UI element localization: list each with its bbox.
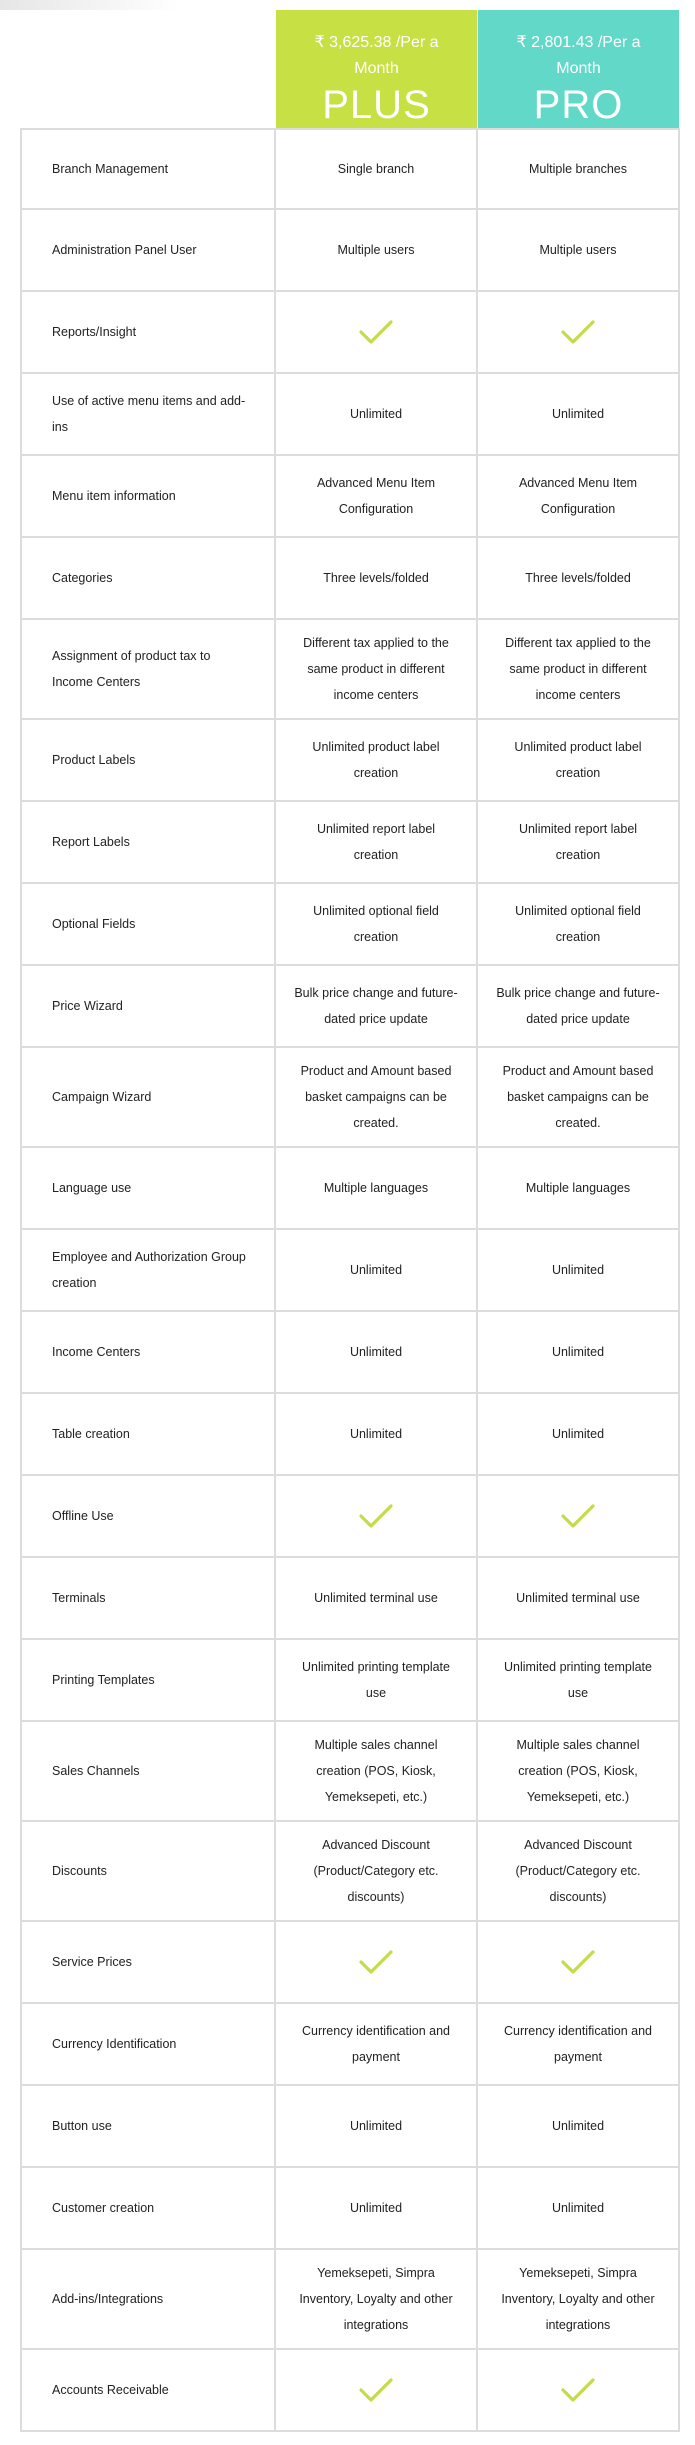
pro-value: Unlimited [478, 1230, 680, 1310]
table-row [20, 1048, 680, 1148]
pro-value: Unlimited [478, 2168, 680, 2248]
plus-value: Bulk price change and future-dated price update [276, 966, 478, 1046]
feature-name: Categories [20, 538, 276, 618]
feature-name: Discounts [20, 1822, 276, 1920]
table-row [20, 2250, 680, 2350]
plus-check-icon [276, 1922, 478, 2002]
table-row [20, 538, 680, 620]
plus-value: Multiple users [276, 210, 478, 290]
pro-period: Month [556, 60, 601, 77]
feature-name: Report Labels [20, 802, 276, 882]
feature-name: Add-ins/Integrations [20, 2250, 276, 2348]
pro-value: Unlimited report label creation [478, 802, 680, 882]
feature-name: Menu item information [20, 456, 276, 536]
feature-name: Accounts Receivable [20, 2350, 276, 2430]
plus-value: Different tax applied to the same product in different income centers [276, 620, 478, 718]
table-row [20, 456, 680, 538]
plus-check-icon [276, 2350, 478, 2430]
feature-name: Employee and Authorization Group creation [20, 1230, 276, 1310]
table-row [20, 1558, 680, 1640]
top-decoration [0, 0, 180, 10]
feature-name: Income Centers [20, 1312, 276, 1392]
plus-value: Single branch [276, 130, 478, 208]
pro-value: Unlimited product label creation [478, 720, 680, 800]
feature-name: Reports/Insight [20, 292, 276, 372]
pro-value: Multiple branches [478, 130, 680, 208]
pro-value: Currency identification and payment [478, 2004, 680, 2084]
table-row [20, 1312, 680, 1394]
pro-check-icon [478, 1922, 680, 2002]
plus-value: Unlimited [276, 1394, 478, 1474]
table-row [20, 1148, 680, 1230]
feature-name: Price Wizard [20, 966, 276, 1046]
pro-value: Unlimited [478, 1394, 680, 1474]
pro-value: Unlimited printing template use [478, 1640, 680, 1720]
pro-value: Advanced Discount (Product/Category etc. discounts) [478, 1822, 680, 1920]
plus-value: Unlimited terminal use [276, 1558, 478, 1638]
feature-name: Offline Use [20, 1476, 276, 1556]
table-row [20, 1822, 680, 1922]
table-row [20, 1640, 680, 1722]
pro-value: Three levels/folded [478, 538, 680, 618]
table-row [20, 2168, 680, 2250]
table-row [20, 884, 680, 966]
plus-value: Multiple sales channel creation (POS, Kiosk, Yemeksepeti, etc.) [276, 1722, 478, 1820]
plus-value: Unlimited [276, 374, 478, 454]
plus-price: ₹ 3,625.38 /Per a [314, 34, 439, 51]
table-row [20, 966, 680, 1048]
pro-value: Advanced Menu Item Configuration [478, 456, 680, 536]
feature-name: Product Labels [20, 720, 276, 800]
table-row [20, 128, 680, 210]
table-row [20, 374, 680, 456]
plus-value: Unlimited [276, 1230, 478, 1310]
plus-value: Unlimited report label creation [276, 802, 478, 882]
pro-value: Product and Amount based basket campaigns can be created. [478, 1048, 680, 1146]
table-row [20, 1722, 680, 1822]
table-row [20, 2004, 680, 2086]
feature-name: Campaign Wizard [20, 1048, 276, 1146]
plus-value: Unlimited optional field creation [276, 884, 478, 964]
plus-value: Three levels/folded [276, 538, 478, 618]
pro-value: Multiple users [478, 210, 680, 290]
plus-value: Advanced Menu Item Configuration [276, 456, 478, 536]
feature-name: Branch Management [20, 130, 276, 208]
plan-header-pro [478, 10, 679, 128]
plus-value: Multiple languages [276, 1148, 478, 1228]
feature-name: Table creation [20, 1394, 276, 1474]
feature-name: Language use [20, 1148, 276, 1228]
table-row [20, 720, 680, 802]
comparison-table [20, 128, 680, 2436]
pro-value: Different tax applied to the same product in different income centers [478, 620, 680, 718]
feature-name: Use of active menu items and add-ins [20, 374, 276, 454]
feature-name: Service Prices [20, 1922, 276, 2002]
pro-value: Unlimited [478, 374, 680, 454]
table-row [20, 1394, 680, 1476]
table-row [20, 620, 680, 720]
feature-name: Terminals [20, 1558, 276, 1638]
pro-check-icon [478, 2350, 680, 2430]
pro-price: ₹ 2,801.43 /Per a [516, 34, 641, 51]
table-row [20, 1230, 680, 1312]
pro-value: Yemeksepeti, Simpra Inventory, Loyalty and other integrations [478, 2250, 680, 2348]
feature-name: Button use [20, 2086, 276, 2166]
table-row [20, 802, 680, 884]
plus-value: Unlimited [276, 1312, 478, 1392]
plus-period: Month [354, 60, 399, 77]
plus-value: Yemeksepeti, Simpra Inventory, Loyalty and other integrations [276, 2250, 478, 2348]
table-row [20, 1476, 680, 1558]
feature-name: Administration Panel User [20, 210, 276, 290]
plus-value: Unlimited printing template use [276, 1640, 478, 1720]
pro-value: Bulk price change and future-dated price update [478, 966, 680, 1046]
plus-value: Unlimited [276, 2168, 478, 2248]
plus-value: Product and Amount based basket campaigns can be created. [276, 1048, 478, 1146]
feature-name: Currency Identification [20, 2004, 276, 2084]
feature-name: Printing Templates [20, 1640, 276, 1720]
table-row [20, 210, 680, 292]
feature-name: Optional Fields [20, 884, 276, 964]
pro-check-icon [478, 1476, 680, 1556]
pro-value: Unlimited [478, 2086, 680, 2166]
pro-value: Unlimited optional field creation [478, 884, 680, 964]
pro-plan-name: PRO [533, 83, 624, 127]
plus-value: Advanced Discount (Product/Category etc. discounts) [276, 1822, 478, 1920]
feature-name: Customer creation [20, 2168, 276, 2248]
table-row [20, 292, 680, 374]
feature-name: Assignment of product tax to Income Centers [20, 620, 276, 718]
plan-header-plus [276, 10, 477, 128]
plus-plan-name: PLUS [322, 83, 431, 127]
pro-value: Unlimited [478, 1312, 680, 1392]
pro-check-icon [478, 292, 680, 372]
plus-value: Currency identification and payment [276, 2004, 478, 2084]
feature-name: Sales Channels [20, 1722, 276, 1820]
pro-value: Multiple sales channel creation (POS, Kiosk, Yemeksepeti, etc.) [478, 1722, 680, 1820]
pro-value: Multiple languages [478, 1148, 680, 1228]
pro-value: Unlimited terminal use [478, 1558, 680, 1638]
plus-check-icon [276, 1476, 478, 1556]
table-row [20, 2350, 680, 2432]
table-row [20, 2086, 680, 2168]
plus-value: Unlimited [276, 2086, 478, 2166]
table-row [20, 1922, 680, 2004]
plus-check-icon [276, 292, 478, 372]
plus-value: Unlimited product label creation [276, 720, 478, 800]
